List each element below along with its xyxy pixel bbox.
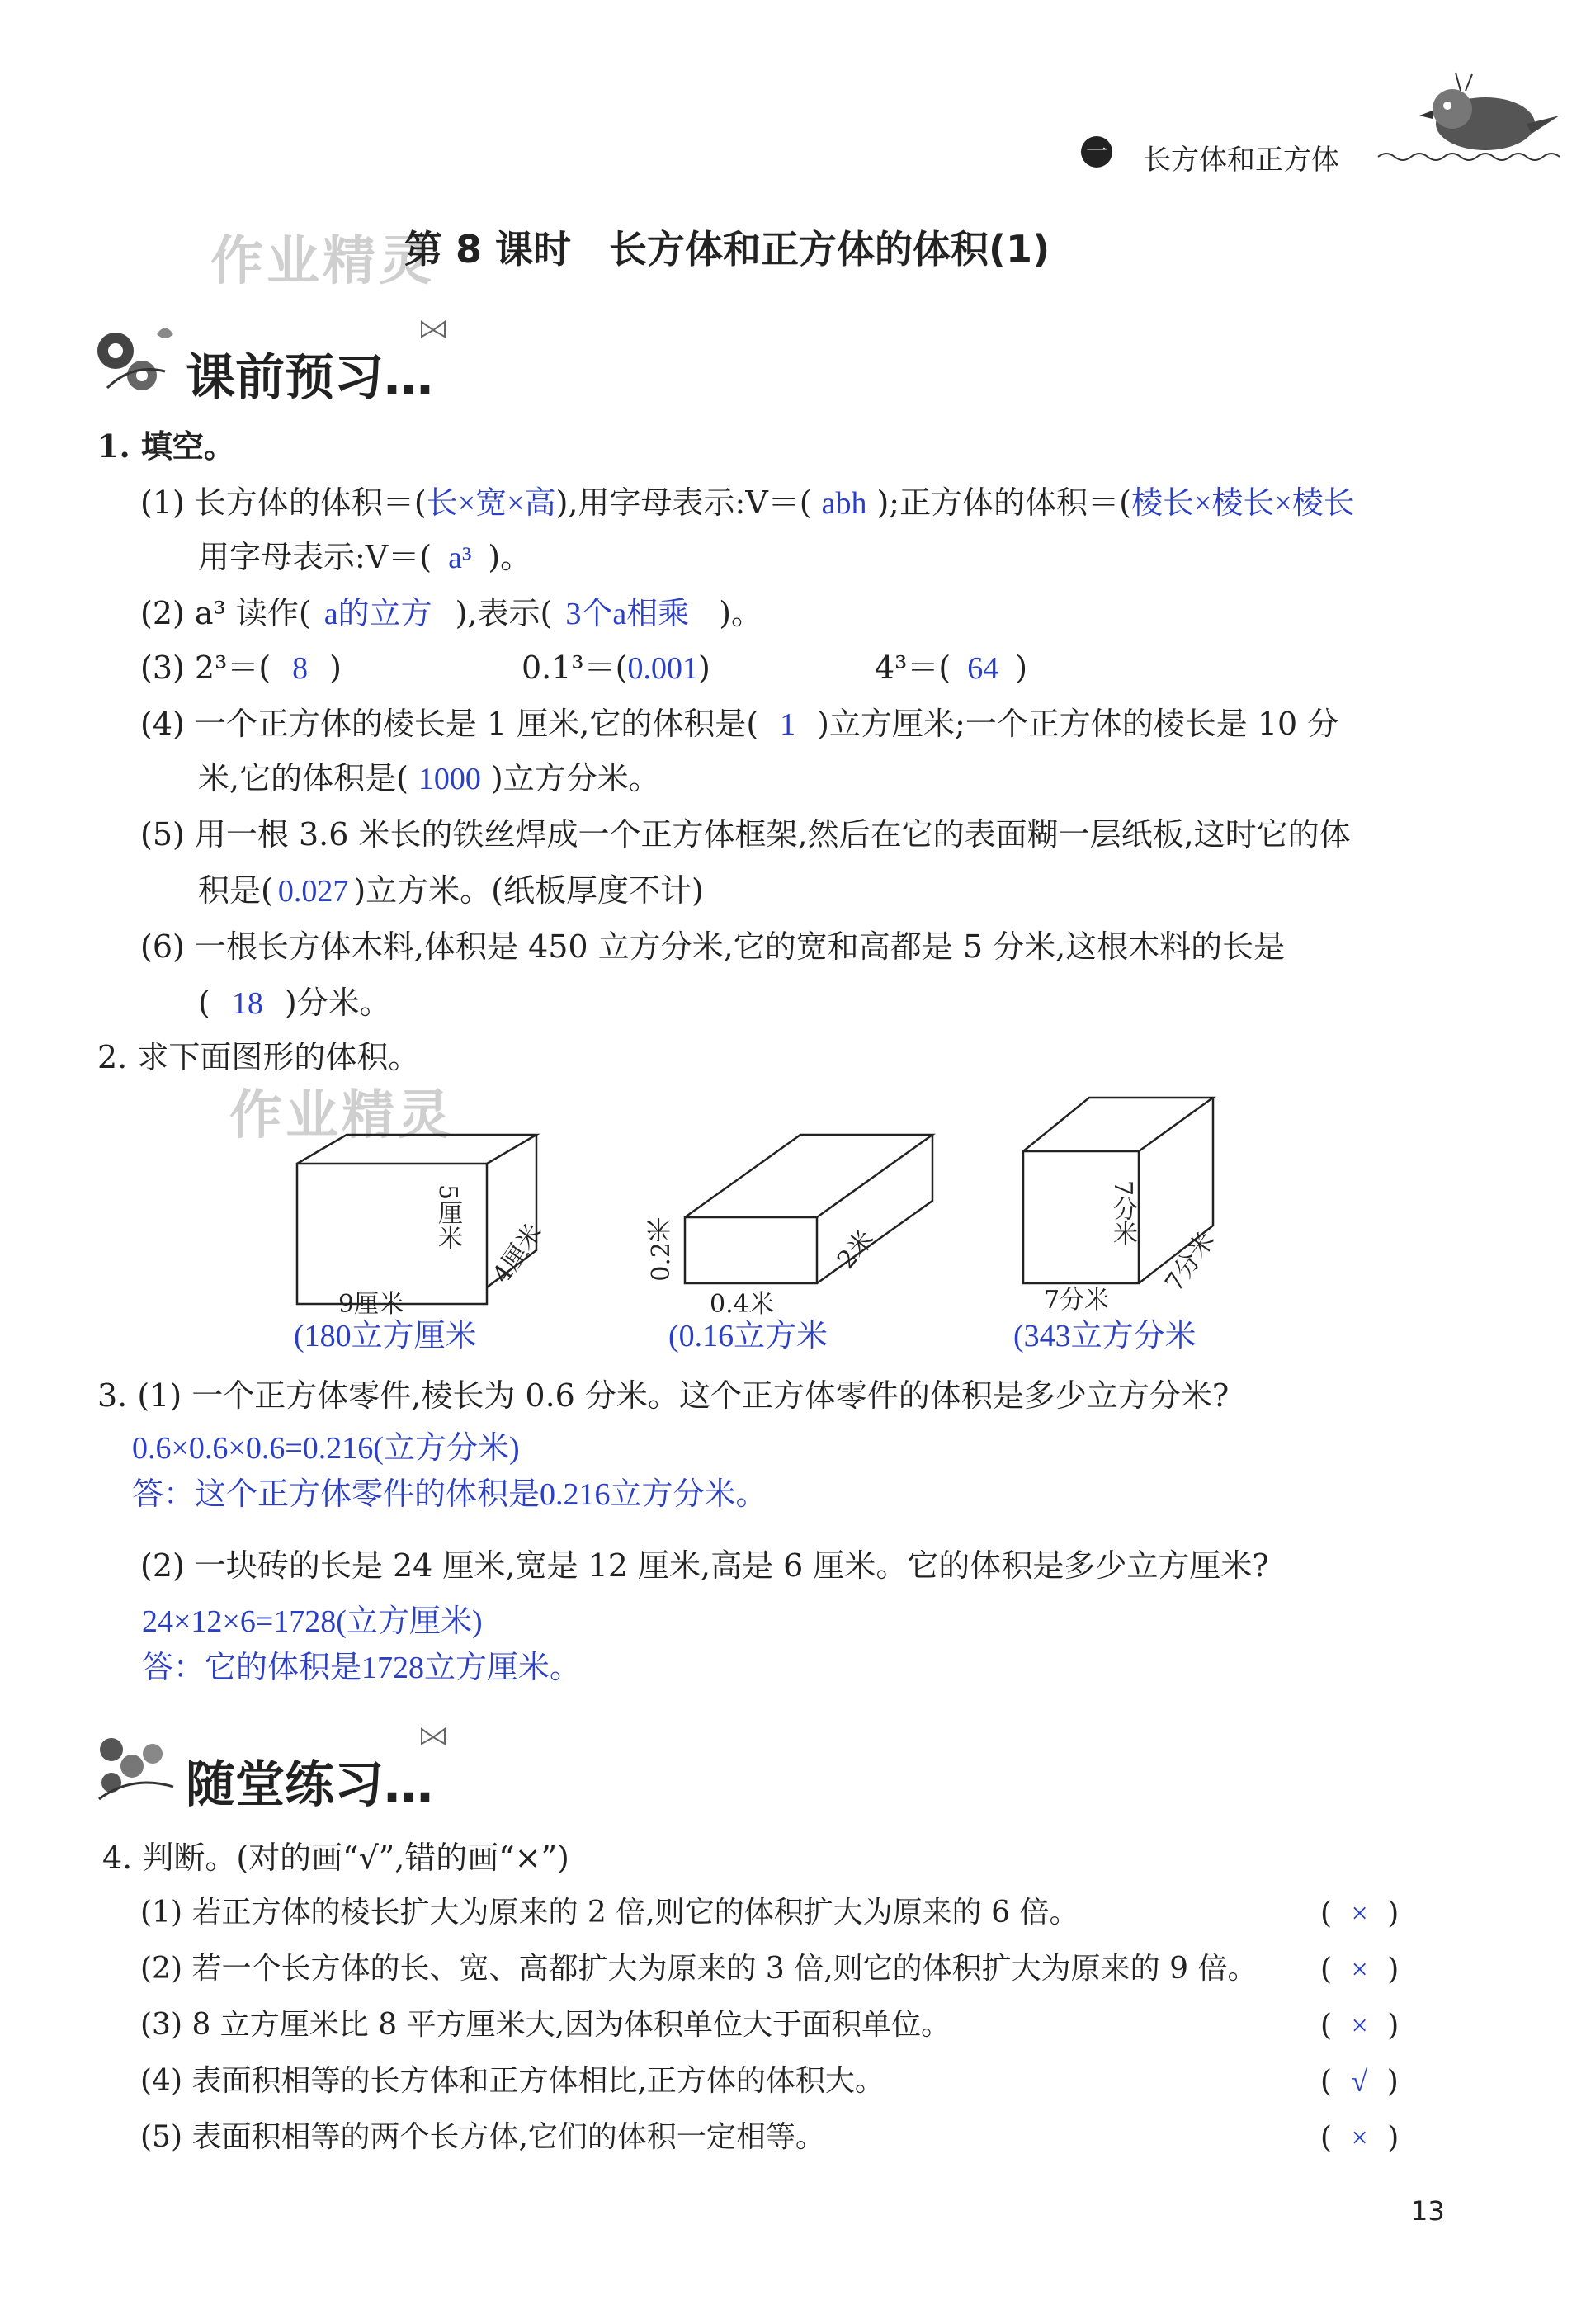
fig2-answer: (0.16立方米	[668, 1319, 828, 1353]
section-preview-title: 课前预习…	[186, 349, 433, 407]
fig1-answer: (180立方厘米	[294, 1319, 477, 1353]
q1-item6-line1: (6) 一根长方体木料,体积是 450 立方分米,它的宽和高都是 5 分米,这根木料的长是	[140, 928, 1286, 965]
flower-decoration-icon-2	[91, 1721, 182, 1803]
fig1-depth-label: 4厘米	[487, 1218, 549, 1289]
section-practice-title: 随堂练习…	[186, 1756, 433, 1814]
q3-part1-calc: 0.6×0.6×0.6=0.216(立方分米)	[132, 1431, 520, 1466]
fig2-height-label: 0.2米	[647, 1217, 676, 1282]
q4-item-1: (1) 若正方体的棱长扩大为原来的 2 倍,则它的体积扩大为原来的 6 倍。	[140, 1896, 1079, 1930]
lesson-title: 第 8 课时 长方体和正方体的体积(1)	[404, 227, 1050, 272]
butterfly-icon-2	[417, 1725, 450, 1750]
fig3-height-label: 7分米	[1108, 1180, 1137, 1246]
q4-mark-1: ( × )	[1320, 1897, 1400, 1930]
figure-cuboid-2	[677, 1127, 949, 1292]
fig2-width-label: 0.4米	[710, 1290, 774, 1319]
q1-item6-line2: ( 18 )分米。	[198, 985, 391, 1021]
bird-decoration	[1362, 66, 1576, 173]
chapter-badge: 一	[1081, 136, 1112, 168]
q4-item-2: (2) 若一个长方体的长、宽、高都扩大为原来的 3 倍,则它的体积扩大为原来的 9 倍。	[140, 1952, 1258, 1986]
q1-item1-line2: 用字母表示:V＝( a³ )。	[198, 539, 532, 575]
q1-heading: 1. 填空。	[97, 427, 235, 465]
q3-part1-question: 3. (1) 一个正方体零件,棱长为 0.6 分米。这个正方体零件的体积是多少立方分米?	[97, 1377, 1230, 1414]
q4-mark-2: ( × )	[1320, 1953, 1400, 1986]
fig2-depth-label: 2米	[832, 1225, 880, 1275]
q1-item1-line1: (1) 长方体的体积＝(长×宽×高),用字母表示:V＝( abh );正方体的体积＝(棱长×棱长×棱长	[140, 484, 1355, 521]
page-number: 13	[1411, 2195, 1445, 2227]
fig3-depth-label: 7分米	[1159, 1226, 1221, 1297]
q3-part1-answer: 答：这个正方体零件的体积是0.216立方分米。	[132, 1477, 767, 1512]
q1-item2: (2) a³ 读作( a的立方 ),表示( 3个a相乘 )。	[140, 595, 763, 631]
q4-mark-4: ( √ )	[1320, 2065, 1399, 2099]
q3-part2-calc: 24×12×6=1728(立方厘米)	[142, 1604, 483, 1639]
fig1-width-label: 9厘米	[338, 1290, 404, 1319]
fig3-answer: (343立方分米	[1013, 1319, 1197, 1353]
header-wave-line	[1370, 158, 1551, 161]
q1-item4-line2: 米,它的体积是( 1000 )立方分米。	[198, 760, 660, 796]
q1-item3b: 0.1³＝(0.001)	[522, 649, 710, 686]
q4-item-5: (5) 表面积相等的两个长方体,它们的体积一定相等。	[140, 2120, 825, 2154]
q3-part2-answer: 答：它的体积是1728立方厘米。	[142, 1651, 582, 1685]
q1-item3c: 4³＝( 64 )	[875, 649, 1028, 686]
q2-heading: 2. 求下面图形的体积。	[97, 1039, 420, 1075]
q4-item-3: (3) 8 立方厘米比 8 平方厘米大,因为体积单位大于面积单位。	[140, 2008, 951, 2042]
flower-decoration-icon	[91, 318, 182, 400]
q4-mark-5: ( × )	[1320, 2121, 1400, 2155]
chapter-title: 长方体和正方体	[1143, 144, 1339, 177]
q1-item5-line1: (5) 用一根 3.6 米长的铁丝焊成一个正方体框架,然后在它的表面糊一层纸板,这时它的体	[140, 816, 1351, 853]
watermark-middle: 作业精灵	[229, 1085, 454, 1146]
butterfly-icon	[417, 318, 450, 342]
q1-item5-line2: 积是( 0.027 )立方米。(纸板厚度不计)	[198, 872, 704, 909]
q1-item4-line1: (4) 一个正方体的棱长是 1 厘米,它的体积是( 1 )立方厘米;一个正方体的棱长是 10 分	[140, 706, 1339, 742]
q4-heading: 4. 判断。(对的画“√”,错的画“×”)	[102, 1840, 569, 1876]
fig3-width-label: 7分米	[1044, 1286, 1110, 1315]
q1-item3: (3) 2³＝( 8 )	[140, 649, 342, 686]
q4-item-4: (4) 表面积相等的长方体和正方体相比,正方体的体积大。	[140, 2064, 885, 2098]
q4-mark-3: ( × )	[1320, 2009, 1400, 2043]
fig1-height-label: 5厘米	[433, 1184, 462, 1250]
q3-part2-question: (2) 一块砖的长是 24 厘米,宽是 12 厘米,高是 6 厘米。它的体积是多少立方厘米?	[140, 1547, 1269, 1584]
watermark-top: 作业精灵	[210, 231, 435, 292]
